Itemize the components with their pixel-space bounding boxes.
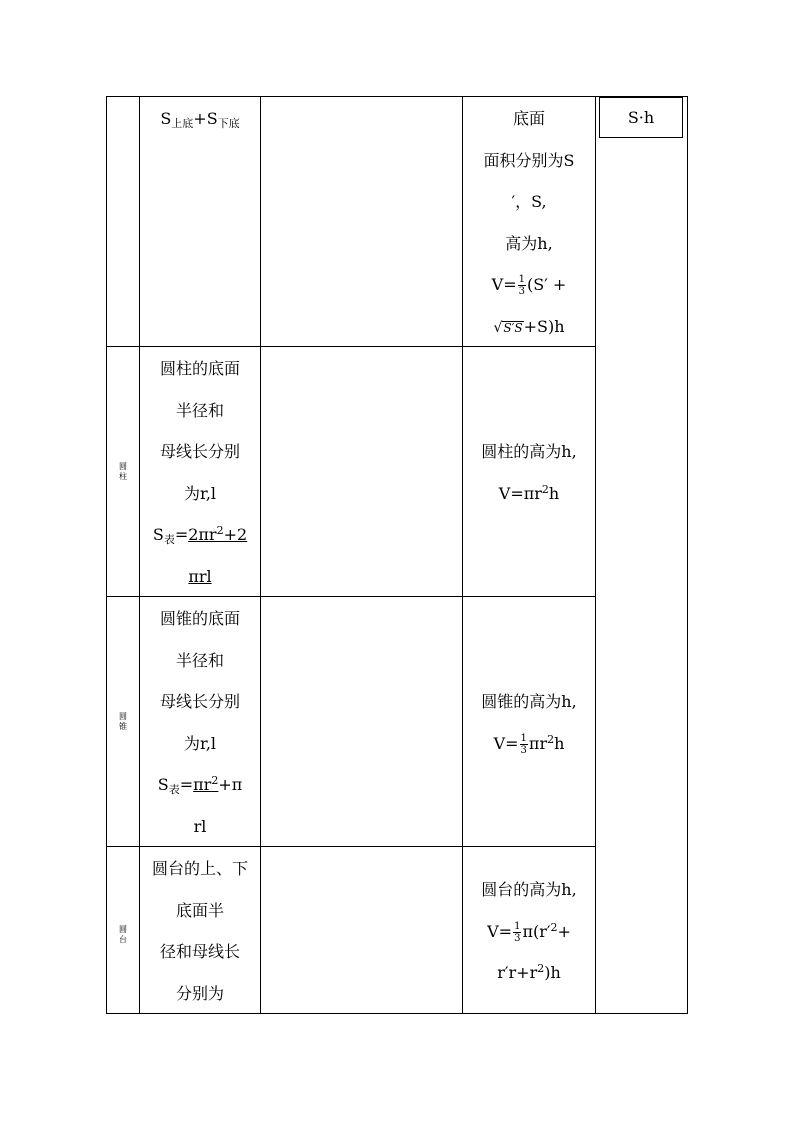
description-line: 为r,l [183, 483, 217, 503]
fraction-one-third [513, 921, 521, 944]
formula-part: + [557, 921, 571, 941]
formula-exponent: 2 [547, 732, 555, 746]
formula-plus: +S [193, 109, 218, 128]
formula-prefix: V= [487, 921, 513, 941]
cylinder-surface-description [140, 348, 260, 598]
underlined-answer [193, 775, 218, 794]
formula-subscript-top: 上底 [171, 117, 194, 130]
answer-exponent: 2 [211, 774, 219, 788]
row-label-text: 圆柱 [119, 462, 127, 481]
formula-equals: = [174, 525, 189, 545]
row-label-cone [107, 712, 139, 732]
formula-part: V=πr [498, 483, 542, 503]
col-divider-4 [595, 96, 596, 1014]
formula-prefix: V= [493, 733, 519, 753]
fraction-one-third [520, 733, 528, 756]
formula-part: h [554, 733, 565, 753]
description-line: 半径和 [175, 400, 224, 420]
answer-part: πr [193, 775, 212, 795]
formula-part: π(r′ [522, 921, 551, 941]
formula-part: r′r+r [497, 963, 538, 983]
description-line: 母线长分别 [159, 692, 240, 712]
volume-line: ′，S, [511, 192, 547, 212]
formula-subscript-bottom: 下底 [217, 117, 240, 130]
volume-formula-line [463, 952, 595, 994]
formula-suffix: (S′ + [527, 275, 567, 295]
volume-line: 圆锥的高为h, [481, 692, 577, 711]
fraction-denominator: 3 [520, 744, 527, 756]
volume-line: 圆柱的高为h, [481, 442, 577, 461]
prism-volume-box: S·h [599, 97, 683, 138]
description-line: 底面半 [175, 900, 224, 920]
answer-part: 2πr [188, 525, 217, 545]
fraction-denominator: 3 [518, 286, 525, 298]
formula-subscript: 表 [163, 533, 175, 547]
description-line: 圆柱的底面 [159, 359, 240, 378]
surface-formula-line [140, 556, 260, 598]
description-line: rl [193, 816, 207, 836]
col-divider-2 [260, 96, 261, 1014]
formula-symbol: S [157, 775, 169, 795]
description-line: 径和母线长 [159, 942, 240, 962]
volume-formula-line [463, 911, 595, 953]
table-right-border [687, 96, 688, 1014]
cone-volume-description [463, 681, 595, 764]
underlined-answer: πrl [188, 566, 212, 586]
surface-formula-line [140, 764, 260, 806]
volume-formula-line [463, 306, 595, 350]
formula-part: h [548, 483, 560, 503]
formula-symbol: S [160, 109, 172, 128]
fraction-denominator: 3 [514, 932, 521, 944]
row-label-text: 圆锥 [119, 712, 127, 731]
row-label-frustum [107, 925, 139, 945]
row-label-cylinder [107, 462, 139, 482]
sqrt-radicand: S′S [503, 320, 523, 335]
fraction-numerator: 1 [520, 732, 527, 744]
formula-exponent: 2 [550, 920, 558, 934]
volume-line: 面积分别为S [483, 150, 575, 170]
fraction-numerator: 1 [514, 920, 521, 932]
formula-symbol: S [152, 525, 164, 545]
volume-line: 高为h, [505, 233, 553, 253]
description-line: 半径和 [175, 650, 224, 670]
cylinder-volume-description [463, 431, 595, 514]
volume-formula-line [463, 264, 595, 306]
formula-subscript: 表 [168, 783, 180, 797]
surface-formula-line [140, 98, 260, 140]
sqrt-icon: √ [493, 319, 503, 336]
description-line: 为r,l [183, 733, 217, 753]
formula-equals: = [179, 775, 194, 795]
frustum-volume-description [463, 869, 595, 994]
fraction-one-third [518, 274, 526, 297]
description-line: 分别为 [175, 983, 224, 1003]
fraction-numerator: 1 [518, 274, 525, 286]
volume-formula-line [463, 473, 595, 515]
volume-formula-line [463, 723, 595, 765]
description-line: 圆锥的底面 [159, 609, 240, 628]
description-line: 圆台的上、下 [151, 859, 248, 878]
surface-formula-line [140, 514, 260, 556]
cone-surface-description [140, 598, 260, 848]
formula-part: πr [528, 733, 548, 753]
underlined-answer [188, 525, 247, 544]
formula-suffix: +S)h [523, 316, 565, 336]
formula-part: )h [544, 963, 561, 983]
formula-exponent: 2 [537, 962, 545, 976]
row1-surface-formula [140, 98, 260, 140]
formula-prefix: V= [491, 275, 517, 295]
answer-part: +2 [223, 525, 248, 545]
row-label-text: 圆台 [119, 925, 127, 944]
volume-line: 圆台的高为h, [481, 880, 577, 899]
formula-part: +π [218, 775, 243, 795]
frustum-surface-description [140, 848, 260, 1014]
volume-line: 底面 [512, 109, 545, 128]
formula-exponent: 2 [541, 482, 549, 496]
row1-volume-description [463, 98, 595, 350]
answer-exponent: 2 [216, 524, 224, 538]
description-line: 母线长分别 [159, 442, 240, 462]
table-left-border [106, 96, 107, 1014]
